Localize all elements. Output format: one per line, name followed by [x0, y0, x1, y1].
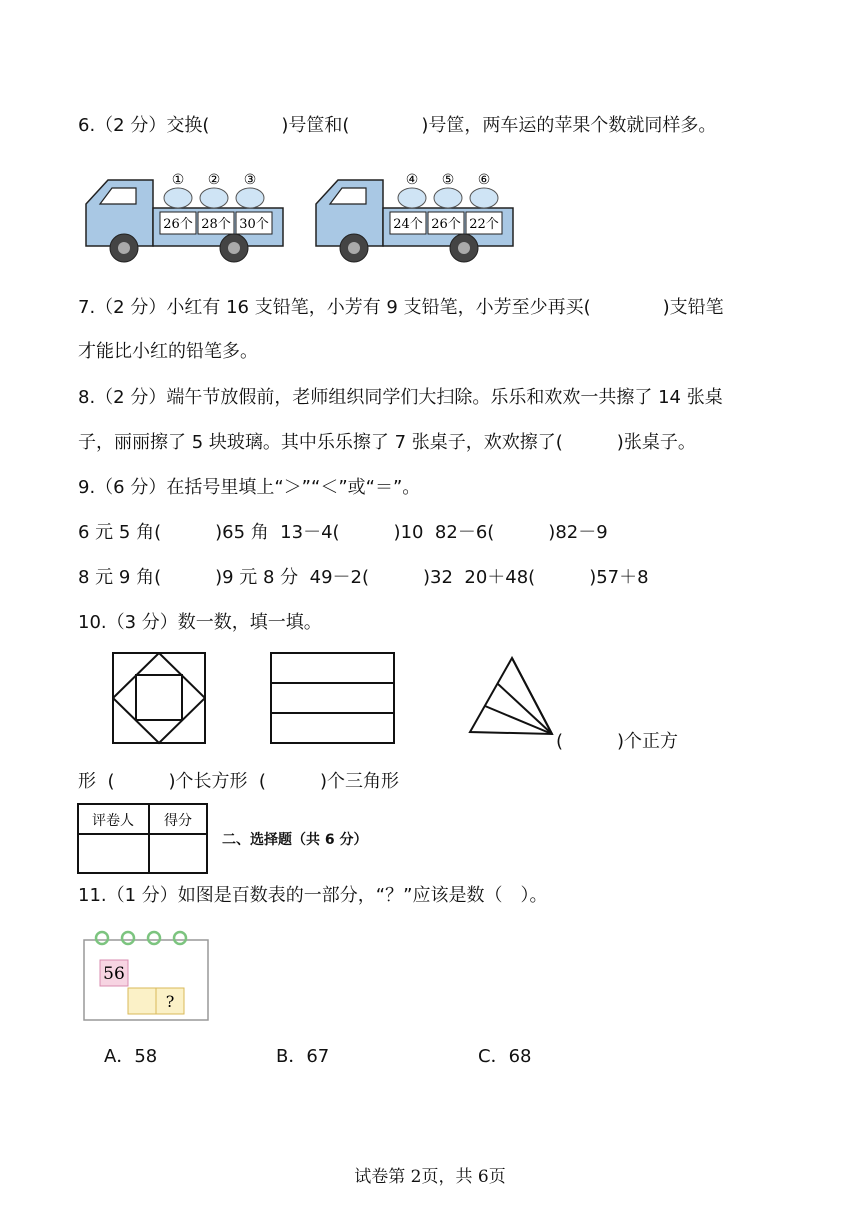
basket: [434, 188, 462, 208]
basket-count: 24个: [393, 217, 423, 232]
page-footer: 试卷第 2页，共 6页: [354, 1167, 506, 1187]
q7-line1: 7.（2 分）小红有 16 支铅笔，小芳有 9 支铅笔，小芳至少再买( )支铅笔: [78, 297, 724, 318]
q6-text: 6.（2 分）交换( )号筐和( )号筐，两车运的苹果个数就同样多。: [78, 115, 717, 136]
basket-number: ①: [171, 172, 185, 188]
figure-rectangles: [270, 652, 396, 746]
grader-table: [77, 803, 209, 875]
q9-title: 9.（6 分）在括号里填上“＞”“＜”或“＝”。: [78, 477, 421, 498]
basket-count: 26个: [431, 217, 461, 232]
grader-label: 评卷人: [92, 813, 134, 829]
basket: [200, 188, 228, 208]
basket: [236, 188, 264, 208]
basket-number: ③: [243, 172, 257, 188]
basket-number: ⑥: [477, 172, 491, 188]
option-a[interactable]: A．58: [104, 1046, 158, 1067]
hundred-chart-figure: [82, 928, 210, 1022]
unknown-cell: ?: [165, 992, 175, 1011]
figure-squares: [112, 652, 206, 746]
truck-1-illustration: [78, 166, 288, 266]
basket: [398, 188, 426, 208]
basket: [164, 188, 192, 208]
basket: [470, 188, 498, 208]
known-cell: 56: [103, 964, 125, 984]
q7-line2: 才能比小红的铅笔多。: [78, 341, 258, 362]
truck-2-illustration: [308, 166, 518, 266]
q8-line2: 子，丽丽擦了 5 块玻璃。其中乐乐擦了 7 张桌子，欢欢擦了( )张桌子。: [78, 432, 696, 453]
q10-line2: 形 ( )个长方形 ( )个三角形: [78, 771, 399, 792]
q8-line1: 8.（2 分）端午节放假前，老师组织同学们大扫除。乐乐和欢欢一共擦了 14 张桌: [78, 387, 723, 408]
figure-triangles: [468, 654, 558, 738]
q9-row2: 8 元 9 角( )9 元 8 分 49－2( )32 20＋48( )57＋8: [78, 567, 649, 588]
q11-title: 11.（1 分）如图是百数表的一部分，“？”应该是数（ ）。: [78, 885, 548, 906]
q9-row1: 6 元 5 角( )65 角 13－4( )10 82－6( )82－9: [78, 522, 608, 543]
basket-count: 26个: [163, 217, 193, 232]
basket-number: ④: [405, 172, 419, 188]
q10-title: 10.（3 分）数一数，填一填。: [78, 612, 322, 633]
basket-count: 30个: [239, 217, 269, 232]
section-title: 二、选择题（共 6 分）: [222, 832, 368, 848]
option-b[interactable]: B．67: [276, 1046, 330, 1067]
basket-number: ②: [207, 172, 221, 188]
basket-count: 28个: [201, 217, 231, 232]
q10-answer-square: ( )个正方: [556, 731, 679, 752]
score-label: 得分: [164, 813, 192, 829]
basket-count: 22个: [469, 217, 499, 232]
basket-number: ⑤: [441, 172, 455, 188]
option-c[interactable]: C．68: [478, 1046, 532, 1067]
